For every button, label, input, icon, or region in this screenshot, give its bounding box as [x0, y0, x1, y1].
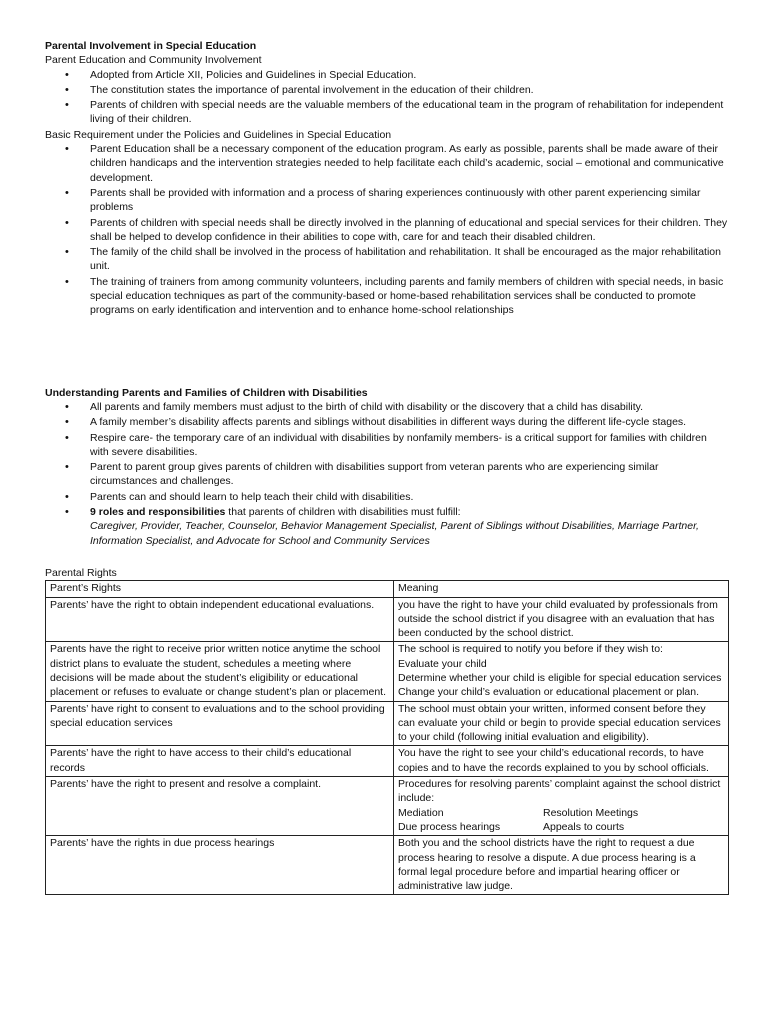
roles-heading: 9 roles and responsibilities [90, 506, 226, 519]
section2-subtitle: Basic Requirement under the Policies and Guidelines in Special Education [45, 128, 392, 141]
meaning-line: The school is required to notify you before if they wish to: [398, 643, 663, 656]
table-row [46, 746, 729, 777]
meaning-cell [394, 701, 729, 746]
right-cell: Parents’ have the right to present and resolve a complaint. [46, 777, 394, 836]
list-item: • All parents and family members must adjust to the birth of child with disability or the discovery that a child has disability. [45, 400, 728, 414]
procedure-item: Appeals to courts [543, 820, 625, 833]
meaning-line: Determine whether your child is eligible for special education services [398, 671, 722, 684]
meaning-line: The school must obtain your written, informed consent before they can evaluate your child or begin to provide special education services to your child (following initial evaluation and eligibility). [398, 702, 721, 744]
section3-bullet-list [45, 400, 728, 548]
list-item: • The family of the child shall be involved in the process of habilitation and rehabilitation. It shall be encouraged as the major rehabilitation unit. [45, 245, 728, 274]
right-cell: Parents’ have the right to obtain independent educational evaluations. [46, 597, 394, 642]
meaning-cell [394, 836, 729, 895]
table-row [46, 642, 729, 701]
table-row [46, 836, 729, 895]
procedure-item: Due process hearings [398, 820, 501, 833]
section1-bullet-list [45, 68, 728, 127]
roles-heading-rest: that parents of children with disabilities must fulfill: [225, 506, 461, 519]
header-parents-rights: Parent’s Rights [46, 581, 394, 597]
meaning-cell [394, 642, 729, 701]
procedure-item: Resolution Meetings [543, 806, 639, 819]
section2-bullet-list [45, 142, 728, 318]
meaning-line: Evaluate your child [398, 657, 487, 670]
meaning-line: Procedures for resolving parents’ complaint against the school district include: [398, 778, 721, 805]
meaning-line: You have the right to see your child’s educational records, to have copies and to have the records explained to you by school officials. [398, 747, 709, 774]
list-item: • Parents of children with special needs shall be directly involved in the planning of educational and special services for their children. They shall be helped to develop confidence in their abilities to cope with, care for and teach their disabled children. [45, 216, 728, 245]
list-item: • Parents can and should learn to help teach their child with disabilities. [45, 490, 728, 504]
table-row [46, 777, 729, 836]
roles-list-item [45, 505, 728, 548]
right-cell: Parents have the right to receive prior written notice anytime the school district plans to evaluate the student, schedules a meeting where decisions will be made about the student’s eligibility or educational placement or refuses to evaluate or change student’s plan or placement. [46, 642, 394, 701]
meaning-cell [394, 746, 729, 777]
section3-title: Understanding Parents and Families of Children with Disabilities [45, 386, 368, 399]
table-row [46, 597, 729, 642]
meaning-line: Change your child’s evaluation or educational placement or plan. [398, 686, 699, 699]
meaning-cell [394, 597, 729, 642]
table-header-row [46, 581, 729, 597]
list-item: • The training of trainers from among community volunteers, including parents and family members of children with special needs, in basic special education techniques as part of the community-based or home-based rehabilitation services shall be conducted to promote programs on early identification and intervention and to enhance home-school relationships [45, 275, 728, 318]
procedure-pair [398, 806, 724, 820]
table-row [46, 701, 729, 746]
procedure-item: Mediation [398, 806, 444, 819]
list-item: • Parents of children with special needs are the valuable members of the educational team in the program of rehabilitation for independent living of their children. [45, 98, 728, 127]
list-item: • Adopted from Article XII, Policies and Guidelines in Special Education. [45, 68, 728, 82]
list-item: • Parents shall be provided with information and a process of sharing experiences continuously with other parent experiencing similar problems [45, 186, 728, 215]
right-cell: Parents’ have the right to have access to their child’s educational records [46, 746, 394, 777]
procedure-pair [398, 820, 724, 834]
section1-subtitle: Parent Education and Community Involvement [45, 54, 262, 67]
right-cell: Parents’ have right to consent to evaluations and to the school providing special education services [46, 701, 394, 746]
rights-table-title: Parental Rights [45, 566, 117, 579]
right-cell: Parents’ have the rights in due process hearings [46, 836, 394, 895]
list-item: • Parent to parent group gives parents of children with disabilities support from veteran parents who are experiencing similar circumstances and challenges. [45, 460, 728, 489]
meaning-cell [394, 777, 729, 836]
roles-list: Caregiver, Provider, Teacher, Counselor, Behavior Management Specialist, Parent of Siblings without Disabilities, Marriage Partner, Information Specialist, and Advocate for School and Community Services [90, 520, 699, 547]
header-meaning: Meaning [394, 581, 729, 597]
meaning-line: Both you and the school districts have the right to request a due process hearing to resolve a dispute. A due process hearing is a formal legal procedure before and impartial hearing officer or administrative law judge. [398, 837, 696, 893]
list-item: • The constitution states the importance of parental involvement in the education of their children. [45, 83, 728, 97]
meaning-line: you have the right to have your child evaluated by professionals from outside the school district if you disagree with an evaluation that has been conducted by the school district. [398, 598, 718, 640]
section1-title: Parental Involvement in Special Education [45, 40, 257, 52]
list-item: • Respire care- the temporary care of an individual with disabilities by nonfamily members- is a critical support for families with children with severe disabilities. [45, 431, 728, 460]
parental-rights-table [45, 580, 729, 895]
list-item: • A family member’s disability affects parents and siblings without disabilities in different ways during the different life-cycle stages. [45, 415, 728, 429]
list-item: • Parent Education shall be a necessary component of the education program. As early as possible, parents shall be made aware of their children handicaps and the intervention strategies needed to help facilitate each child’s academic, social – emotional and communicative development. [45, 142, 728, 185]
